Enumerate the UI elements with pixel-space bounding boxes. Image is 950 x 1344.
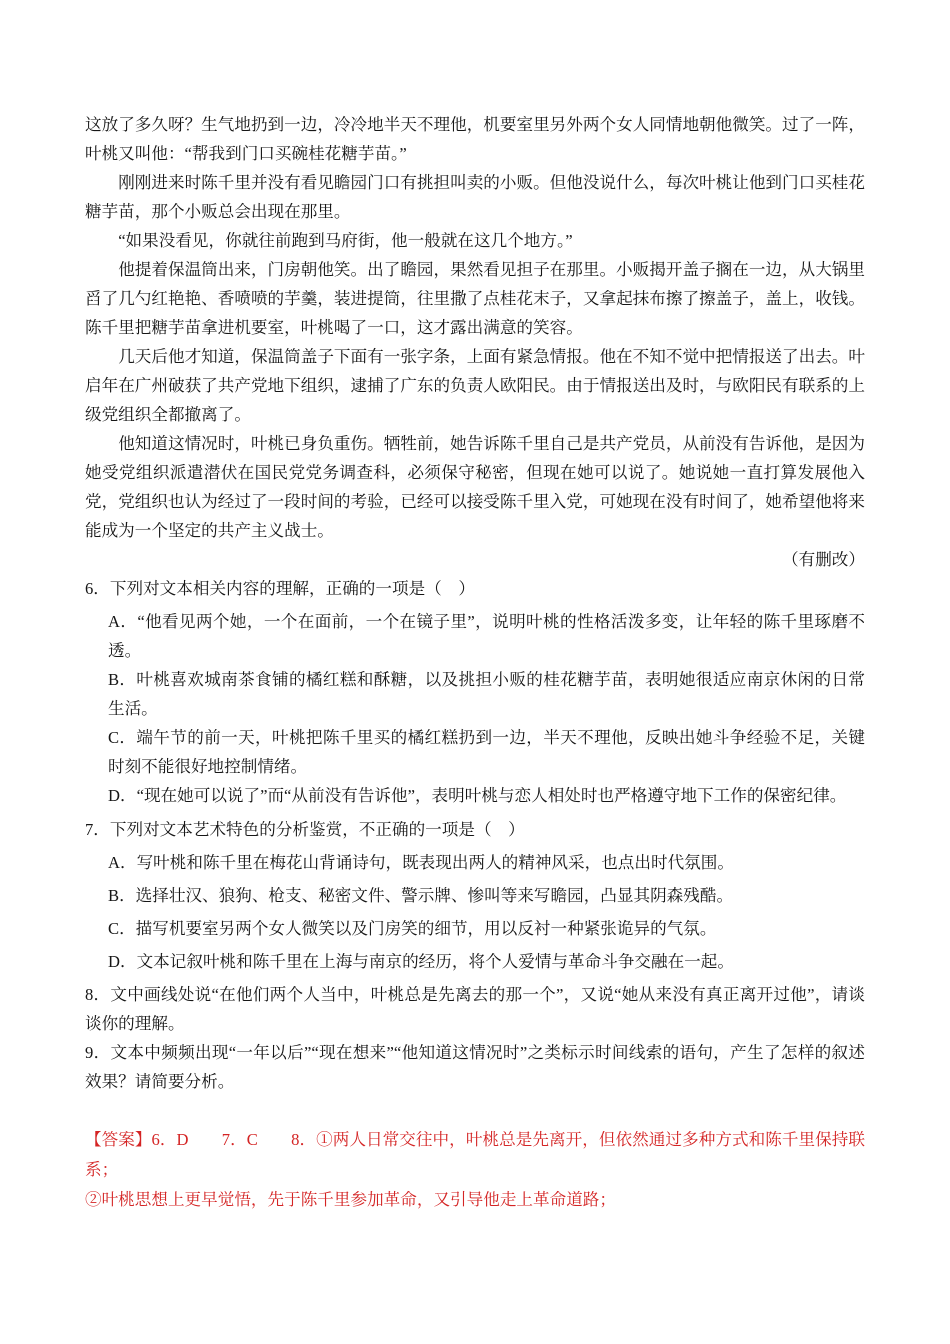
option-text: “他看见两个她，一个在面前，一个在镜子里”，说明叶桃的性格活泼多变，让年轻的陈千里琢磨不透。 [108, 612, 865, 660]
question-9-number: 9． [85, 1043, 111, 1062]
question-6-option-c [108, 723, 865, 781]
question-9-stem-text: 文本中频频出现“一年以后”“现在想来”“他知道这情况时”之类标示时间线索的语句，产生了怎样的叙述效果？请简要分析。 [85, 1043, 865, 1091]
answer-line: 【答案】6．D 7．C 8．①两人日常交往中，叶桃总是先离开，但依然通过多种方式和陈千里保持联系； [85, 1130, 865, 1179]
option-text: 叶桃喜欢城南茶食铺的橘红糕和酥糖，以及挑担小贩的桂花糖芋苗，表明她很适应南京休闲的日常生活。 [108, 670, 865, 718]
option-label: C． [108, 919, 136, 938]
passage-paragraph: 他提着保温筒出来，门房朝他笑。出了瞻园，果然看见担子在那里。小贩揭开盖子搁在一边，从大锅里舀了几勺红艳艳、香喷喷的芋羹，装进提筒，往里撒了点桂花末子，又拿起抹布擦了擦盖子，盖上，收钱。陈千里把糖芋苗拿进机要室，叶桃喝了一口，这才露出满意的笑容。 [85, 260, 865, 337]
question-6 [85, 574, 865, 810]
passage-paragraph: 几天后他才知道，保温筒盖子下面有一张字条，上面有紧急情报。他在不知不觉中把情报送了出去。叶启年在广州破获了共产党地下组织，逮捕了广东的负责人欧阳民。由于情报送出及时，与欧阳民有联系的上级党组织全都撤离了。 [85, 347, 865, 424]
question-7-option-c [108, 914, 865, 943]
answer-section [85, 1125, 865, 1215]
question-6-number: 6． [85, 579, 110, 598]
option-text: 选择壮汉、狼狗、枪支、秘密文件、警示牌、惨叫等来写瞻园，凸显其阴森残酷。 [135, 886, 734, 905]
option-label: A． [108, 612, 138, 631]
option-text: “现在她可以说了”而“从前没有告诉他”，表明叶桃与恋人相处时也严格遵守地下工作的保密纪律。 [136, 786, 847, 805]
option-label: A． [108, 853, 137, 872]
option-text: 端午节的前一天，叶桃把陈千里买的橘红糕扔到一边，半天不理他，反映出她斗争经验不足，关键时刻不能很好地控制情绪。 [108, 728, 865, 776]
option-text: 文本记叙叶桃和陈千里在上海与南京的经历，将个人爱情与革命斗争交融在一起。 [136, 952, 734, 971]
answer-line: ②叶桃思想上更早觉悟，先于陈千里参加革命，又引导他走上革命道路； [85, 1190, 616, 1209]
question-7-option-a [108, 848, 865, 877]
option-label: C． [108, 728, 137, 747]
question-8 [85, 980, 865, 1038]
question-6-stem-text: 下列对文本相关内容的理解，正确的一项是（ ） [109, 579, 475, 598]
question-7-number: 7． [85, 820, 110, 839]
passage-attribution: （有删改） [782, 550, 865, 569]
option-text: 描写机要室另两个女人微笑以及门房笑的细节，用以反衬一种紧张诡异的气氛。 [135, 919, 717, 938]
option-label: D． [108, 786, 137, 805]
question-7-option-d [108, 947, 865, 976]
question-6-option-d [108, 781, 865, 810]
question-8-stem-text: 文中画线处说“在他们两个人当中，叶桃总是先离去的那一个”，又说“她从来没有真正离开过他”，请谈谈你的理解。 [85, 985, 866, 1033]
passage-paragraph: 刚刚进来时陈千里并没有看见瞻园门口有挑担叫卖的小贩。但他没说什么，每次叶桃让他到门口买桂花糖芋苗，那个小贩总会出现在那里。 [85, 173, 865, 221]
document-content [85, 110, 865, 1215]
option-label: B． [108, 886, 136, 905]
question-8-stem [85, 980, 865, 1038]
question-7 [85, 815, 865, 976]
question-9 [85, 1038, 865, 1096]
passage-paragraph: 这放了多久呀？生气地扔到一边，冷冷地半天不理他，机要室里另外两个女人同情地朝他微笑。过了一阵，叶桃又叫他：“帮我到门口买碗桂花糖芋苗。” [85, 115, 865, 163]
passage-paragraph: “如果没看见，你就往前跑到马府街，他一般就在这几个地方。” [118, 231, 573, 250]
question-7-option-b [108, 881, 865, 910]
question-7-stem [85, 815, 865, 844]
question-8-number: 8． [85, 985, 111, 1004]
option-label: D． [108, 952, 137, 971]
option-label: B． [108, 670, 137, 689]
question-9-stem [85, 1038, 865, 1096]
passage-paragraph: 他知道这情况时，叶桃已身负重伤。牺牲前，她告诉陈千里自己是共产党员，从前没有告诉他，是因为她受党组织派遣潜伏在国民党党务调查科，必须保守秘密，但现在她可以说了。她说她一直打算发展他入党，党组织也认为经过了一段时间的考验，已经可以接受陈千里入党，可她现在没有时间了，她希望他将来能成为一个坚定的共产主义战士。 [85, 434, 865, 540]
question-6-stem [85, 574, 865, 603]
question-6-option-a [108, 607, 865, 665]
option-text: 写叶桃和陈千里在梅花山背诵诗句，既表现出两人的精神风采，也点出时代氛围。 [136, 853, 734, 872]
question-7-stem-text: 下列对文本艺术特色的分析鉴赏，不正确的一项是（ ） [109, 820, 525, 839]
question-6-option-b [108, 665, 865, 723]
